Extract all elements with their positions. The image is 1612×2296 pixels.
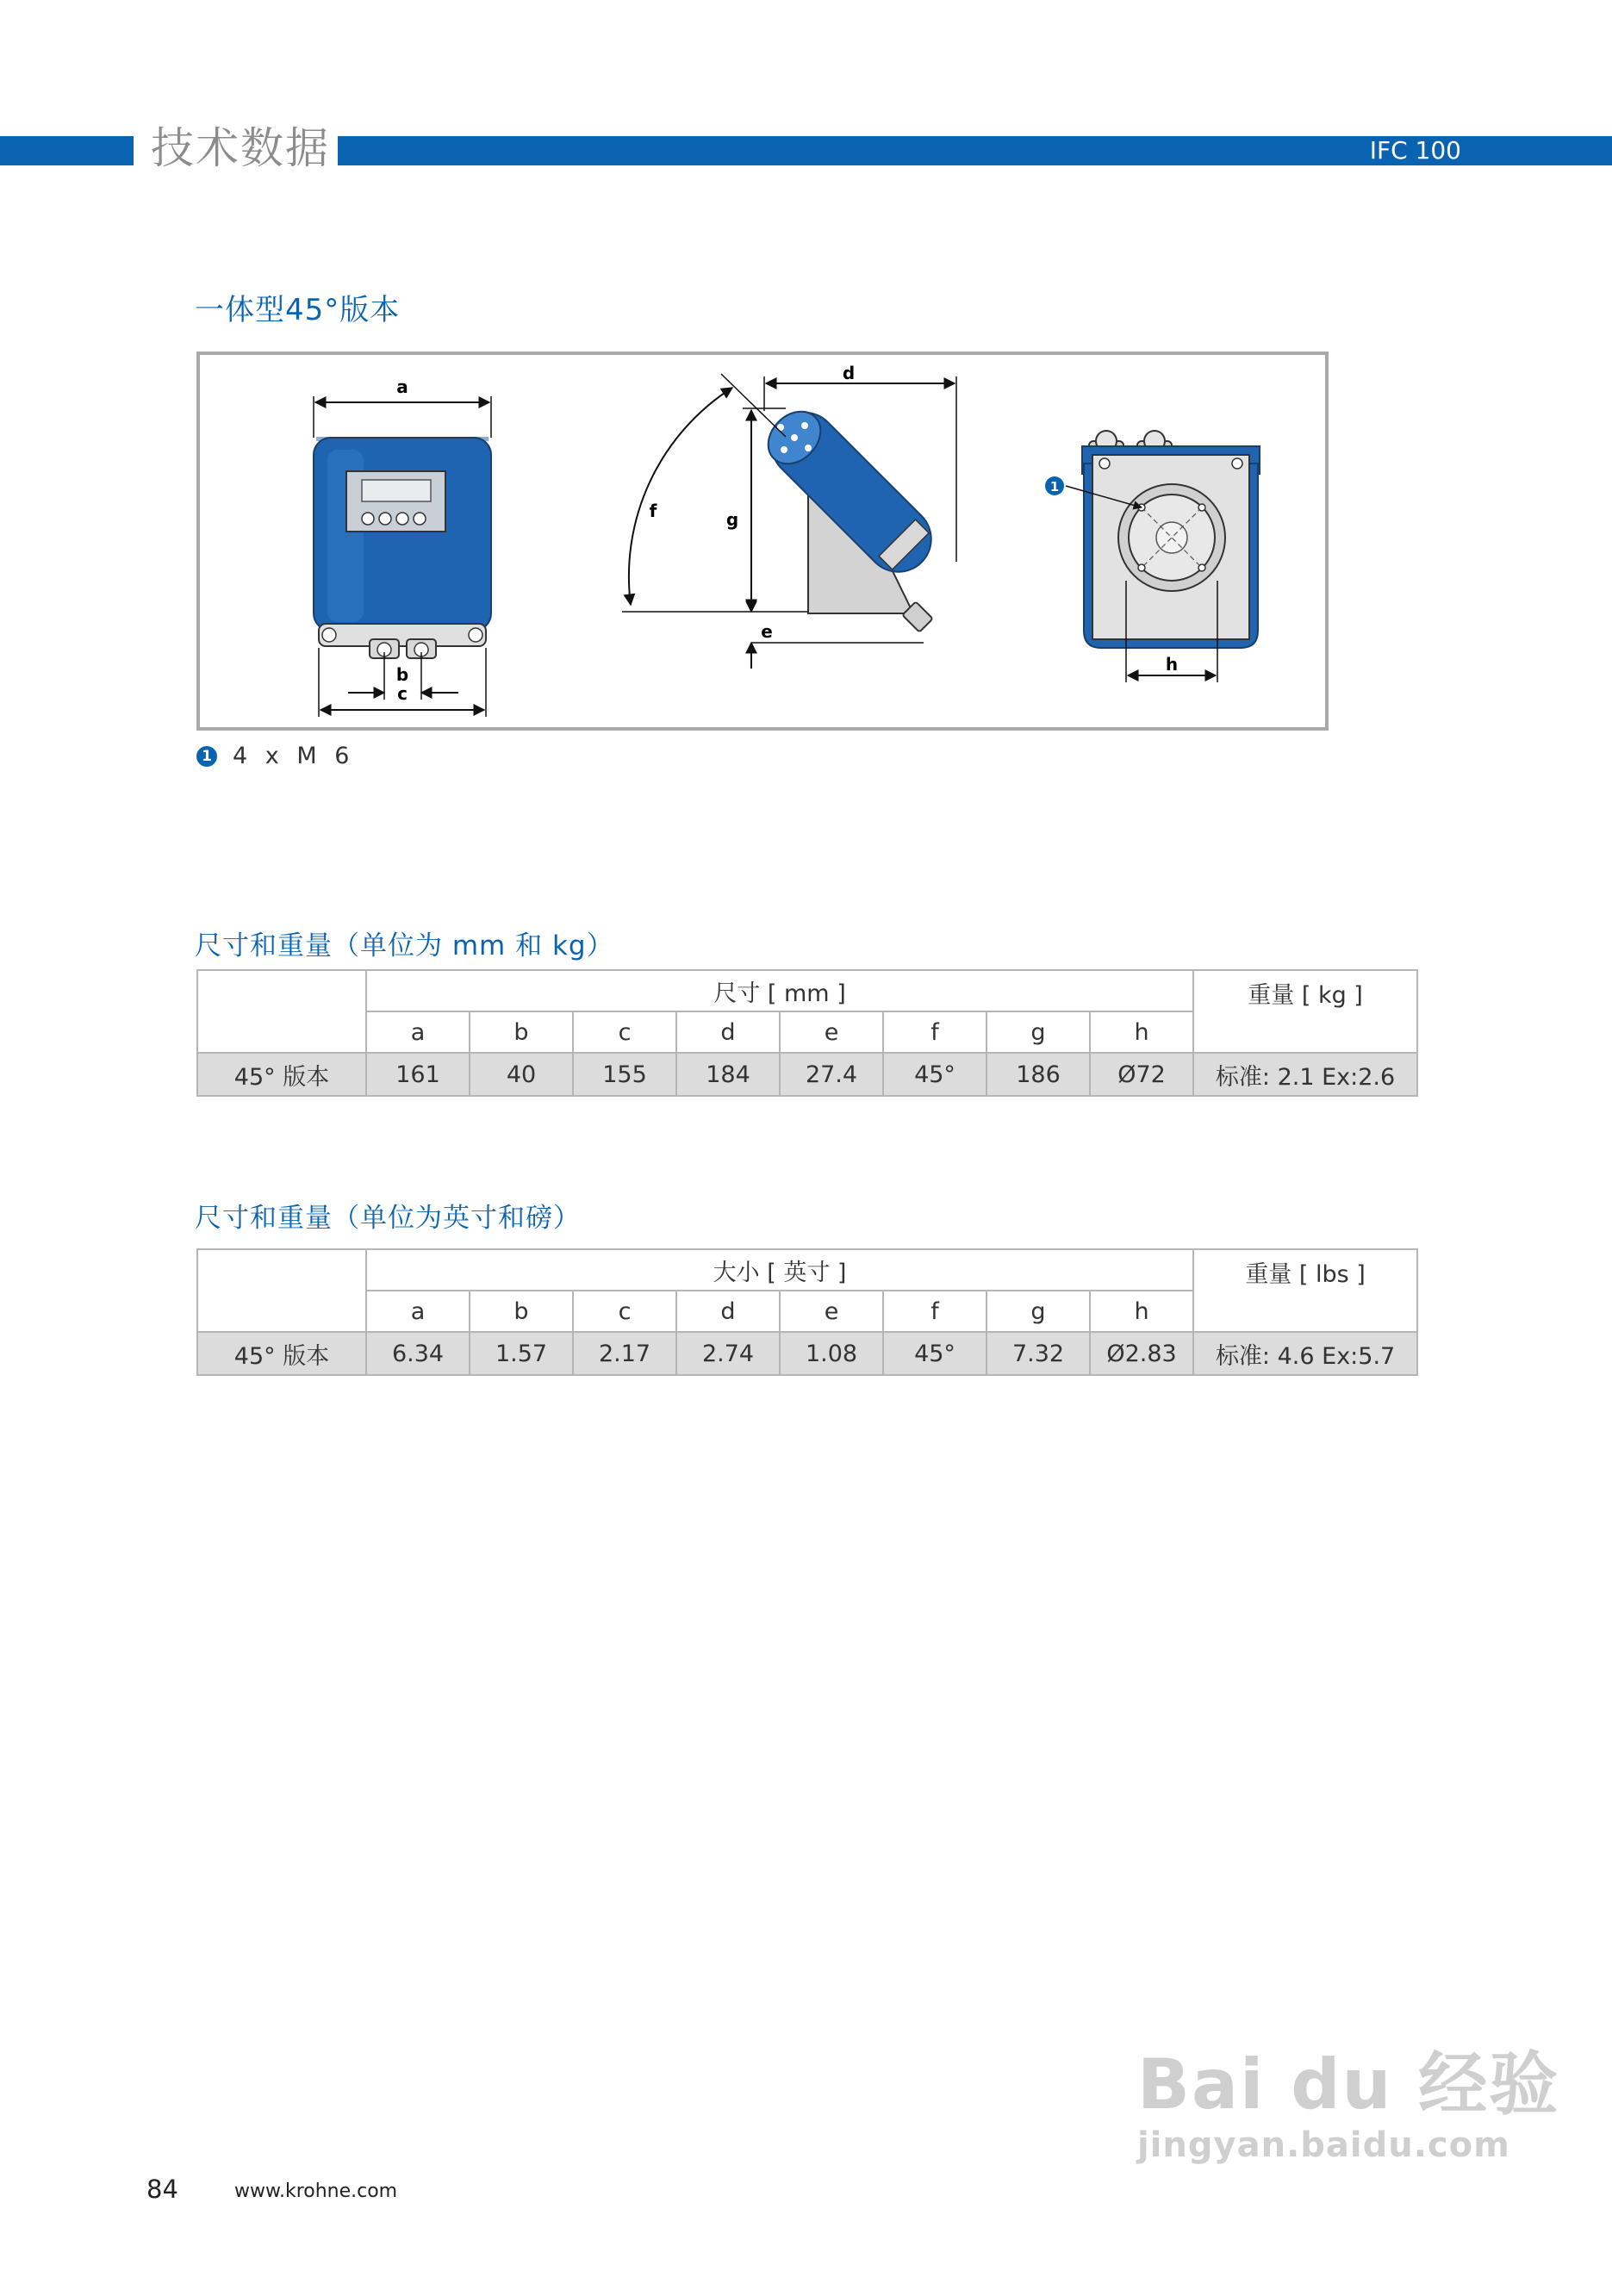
table-cell: Ø72 — [1090, 1053, 1193, 1096]
table-mm-col-d: d — [676, 1011, 780, 1053]
dimension-drawing — [196, 352, 1329, 731]
table-cell: Ø2.83 — [1090, 1332, 1193, 1375]
label-d: d — [842, 363, 856, 383]
table-mm-dim-header: 尺寸 [ mm ] — [366, 970, 1193, 1011]
page-number: 84 — [146, 2175, 178, 2204]
table-mm-col-f: f — [883, 1011, 986, 1053]
label-f: f — [649, 501, 657, 521]
table-in-title: 尺寸和重量（单位为英寸和磅） — [195, 1203, 581, 1234]
table-in-row-label: 45° 版本 — [197, 1332, 366, 1375]
product-name: IFC 100 — [1369, 136, 1461, 165]
table-in-col-e: e — [780, 1291, 883, 1332]
label-h: h — [1165, 654, 1179, 675]
table-cell: 186 — [986, 1053, 1090, 1096]
table-mm-row-label: 45° 版本 — [197, 1053, 366, 1096]
table-mm-col-c: c — [573, 1011, 676, 1053]
watermark-url: jingyan.baidu.com — [1137, 2125, 1510, 2165]
table-cell: 7.32 — [986, 1332, 1090, 1375]
table-row — [197, 1332, 1417, 1375]
table-mm-col-a: a — [366, 1011, 470, 1053]
label-a: a — [396, 376, 408, 397]
note-bullet: 1 — [196, 746, 217, 767]
table-cell: 6.34 — [366, 1332, 470, 1375]
table-cell: 155 — [573, 1053, 676, 1096]
table-in-col-c: c — [573, 1291, 676, 1332]
table-mm-col-e: e — [780, 1011, 883, 1053]
table-in-corner — [197, 1249, 366, 1332]
dimension-drawing-svg — [200, 355, 1325, 727]
table-in-col-b: b — [470, 1291, 573, 1332]
table-cell: 45° — [883, 1332, 986, 1375]
table-cell: 45° — [883, 1053, 986, 1096]
table-in-col-a: a — [366, 1291, 470, 1332]
table-cell: 161 — [366, 1053, 470, 1096]
table-mm-title: 尺寸和重量（单位为 mm 和 kg） — [195, 930, 614, 961]
table-cell: 27.4 — [780, 1053, 883, 1096]
table-in — [196, 1248, 1418, 1376]
watermark — [1137, 2046, 1559, 2167]
table-in-col-h: h — [1090, 1291, 1193, 1332]
side-view — [622, 374, 956, 669]
label-g: g — [725, 509, 739, 530]
watermark-logo-text: Bai du 经验 — [1137, 2044, 1560, 2125]
table-cell: 2.17 — [573, 1332, 676, 1375]
table-row — [197, 1053, 1417, 1096]
note-text: 4 x M 6 — [233, 743, 355, 769]
label-c: c — [397, 683, 408, 704]
table-cell: 2.74 — [676, 1332, 780, 1375]
table-mm-col-b: b — [470, 1011, 573, 1053]
table-in-weight-header: 重量 [ lbs ] — [1193, 1249, 1417, 1332]
table-mm-col-h: h — [1090, 1011, 1193, 1053]
callout-number: 1 — [1049, 479, 1060, 495]
table-cell: 1.08 — [780, 1332, 883, 1375]
table-in-col-f: f — [883, 1291, 986, 1332]
header-bar-left — [0, 136, 134, 165]
figure-note — [196, 743, 354, 769]
section-title: 一体型45°版本 — [195, 293, 401, 327]
table-cell: 40 — [470, 1053, 573, 1096]
table-cell: 184 — [676, 1053, 780, 1096]
table-in-col-d: d — [676, 1291, 780, 1332]
table-mm-col-g: g — [986, 1011, 1090, 1053]
page-title: 技术数据 — [151, 123, 330, 173]
table-in-weight: 标准: 4.6 Ex:5.7 — [1193, 1332, 1417, 1375]
table-mm-corner — [197, 970, 366, 1053]
rear-view — [1045, 431, 1260, 682]
table-mm-weight-header: 重量 [ kg ] — [1193, 970, 1417, 1053]
label-b: b — [395, 664, 409, 685]
table-mm-weight: 标准: 2.1 Ex:2.6 — [1193, 1053, 1417, 1096]
footer-url[interactable]: www.krohne.com — [234, 2181, 398, 2202]
table-cell: 1.57 — [470, 1332, 573, 1375]
table-in-dim-header: 大小 [ 英寸 ] — [366, 1249, 1193, 1291]
table-mm — [196, 969, 1418, 1097]
label-e: e — [761, 621, 773, 642]
table-in-col-g: g — [986, 1291, 1090, 1332]
